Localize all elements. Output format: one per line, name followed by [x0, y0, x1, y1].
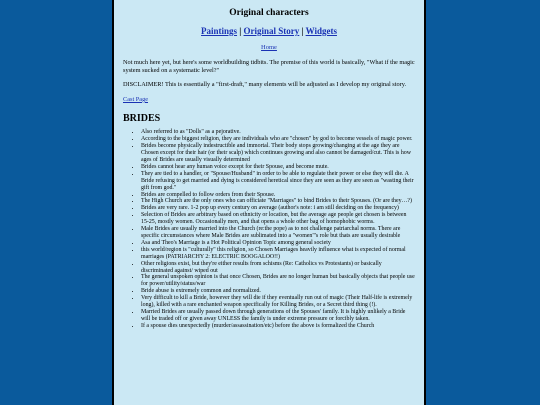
list-item: • If a spouse dies unexpectedly (murder/assassination/etc) before the above is formalized the Church [141, 323, 415, 330]
intro-text: Not much here yet, but here's some worldbuilding tidbits. The premise of this world is basically, "What if the magic system sucked on a systematic level?" [123, 59, 415, 74]
list-item: • Brides are compelled to follow orders from their Spouse. [141, 192, 415, 199]
nav-link-original-story[interactable]: Original Story [243, 26, 300, 36]
list-item: • Married Brides are usually passed down through generations of the Spouses' family. It is highly unlikely a Bride will be traded off or given away UNLESS the family is under extreme pressure or forcibly taken. [141, 309, 415, 323]
list-item: • Brides cannot hear any human voice except for their Spouse, and become mute. [141, 164, 415, 171]
page-title: Original characters [229, 8, 309, 18]
nav-separator: | [239, 26, 242, 36]
home-link-wrap [123, 44, 415, 51]
home-link[interactable]: Home [261, 44, 277, 51]
content-panel [112, 0, 426, 405]
list-item: • this world/region is "culturally" this religion, so Chosen Marriages heavily influence what is expected of normal marriages (PATRIARCHY 2: ELECTRIC BOOGALOO!!) [141, 247, 415, 261]
list-item: • The general unspoken opinion is that once Chosen, Brides are no longer human but basically objects that people use for power/utility/status/war [141, 274, 415, 288]
disclaimer-text: DISCLAIMER! This is essentially a "first-draft," many elements will be adjusted as I develop my original story. [123, 81, 407, 89]
nav-separator: | [301, 26, 304, 36]
list-item: • According to the biggest religion, they are individuals who are "chosen" by god to become vessels of magic power. [141, 136, 415, 143]
list-item: • The High Church are the only ones who can officiate "Marriages" to bind Brides to their Spouses. (Or are they…?) [141, 198, 415, 205]
list-item: • Other religions exist, but they're either results from schisms (Re: Catholics vs Protestants) or basically discriminated against/ wiped out [141, 261, 415, 275]
list-item: • Brides are very rare. 1-2 pop up every century on average (author's note: i am still deciding on the frequency) [141, 205, 415, 212]
list-item: • They are tied to a handler, or "Spouse/Husband" in order to be able to regulate their power or else they will die. A Bride refusing to get married and dying is considered heretical since they are seen as they are seen as "wasting their gift from god." [141, 171, 415, 192]
list-item: • Brides become physically indestructible and immortal. Their body stops growing/changing at the age they are Chosen except for their hair (or their scalp) which continues growing and also cannot be damaged/cut. This is how ages of Brides are usually visually determined [141, 143, 415, 164]
list-item: • Male Brides are usually married into the Church (re:the pope) as to not challenge patriarchal norms. There are specific circumstances where Male Brides are sublimated into a "women"'s role but thats are usually desirable [141, 226, 415, 240]
cast-link-wrap [123, 96, 415, 104]
list-item: • Selection of Brides are arbitrary based on ethnicity or location, but the average age people get chosen is between 15-25, mostly women. Occasionally men, and that opens a whole other bag of homophobic worms. [141, 212, 415, 226]
nav-link-widgets[interactable]: Widgets [305, 26, 337, 36]
cast-page-link[interactable]: Cast Page [123, 95, 149, 103]
brides-list [123, 129, 415, 329]
list-item: • Asa and Theo's Marriage is a Hot Political Opinion Topic among general society [141, 240, 415, 247]
nav-link-paintings[interactable]: Paintings [201, 26, 238, 36]
list-item: • Also referred to as "Dolls" as a pejorative. [141, 129, 415, 136]
section-heading-brides: BRIDES [123, 113, 161, 125]
list-item: • Very difficult to kill a Bride, however they will die if they eventually run out of magic (Their Half-life is extremely long), killed with a rare enchanted weapon specifically for Killing Brides, or a Secret third thing (!). [141, 295, 415, 309]
top-nav [123, 26, 415, 36]
list-item: • Bride abuse is extremely common and normalized. [141, 288, 415, 295]
